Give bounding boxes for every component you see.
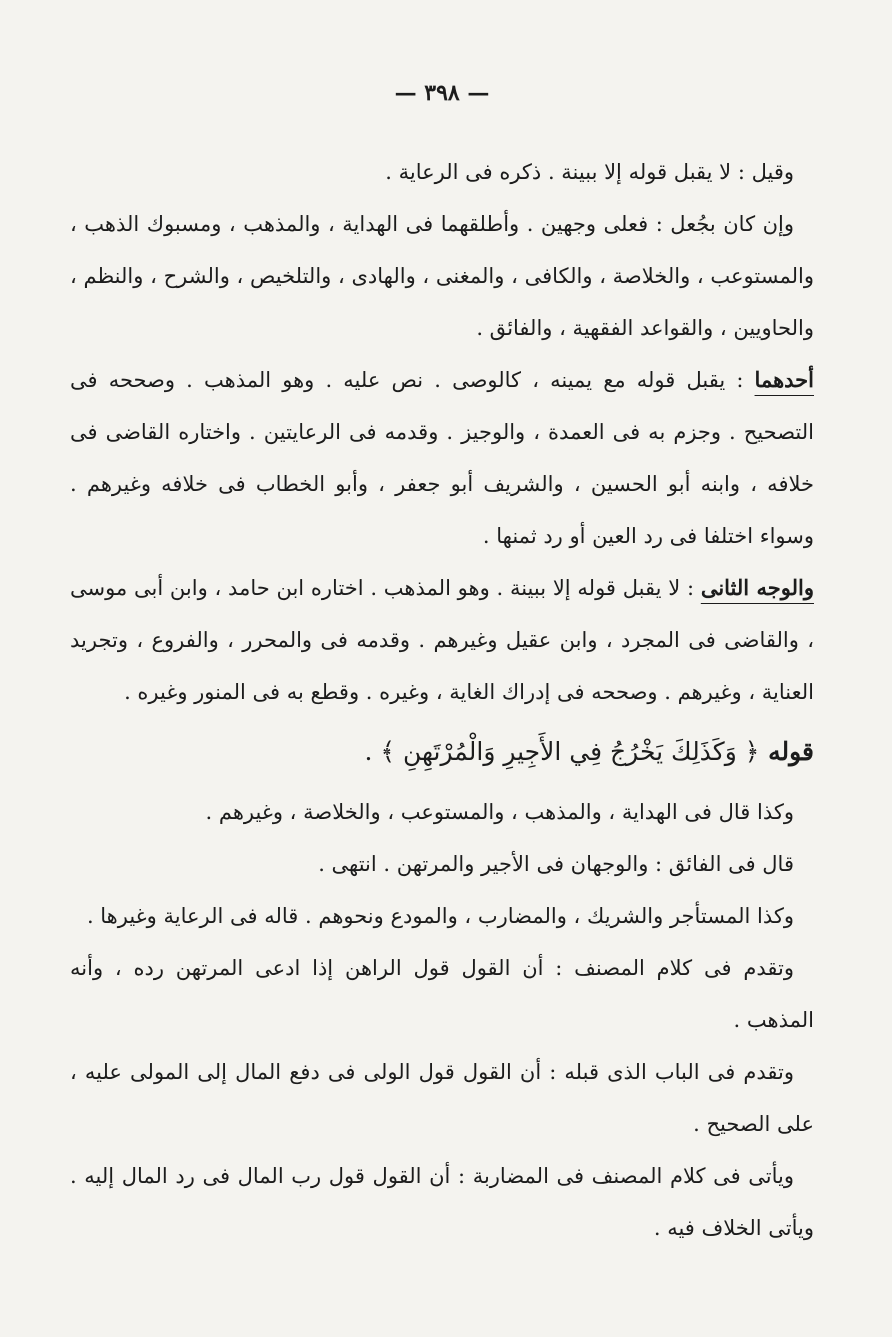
- page-number: — ٣٩٨ —: [394, 80, 490, 106]
- quote-label: قوله: [768, 737, 814, 766]
- paragraph: وتقدم فى كلام المصنف : أن القول قول الراهن إذا ادعى المرتهن رده ، وأنه المذهب .: [70, 956, 814, 1032]
- body-text: [70, 146, 814, 1254]
- paragraph: وكذا المستأجر والشريك ، والمضارب ، والمودع ونحوهم . قاله فى الرعاية وغيرها .: [86, 904, 794, 928]
- quote-verse: ﴿ وَكَذَلِكَ يَخْرُجُ فِي الأَجِيرِ وَالْمُرْتَهِنِ ﴾ .: [364, 737, 760, 766]
- paragraph-lead: والوجه الثانى: [700, 575, 814, 600]
- paragraph: ويأتى فى كلام المصنف فى المضاربة : أن القول قول رب المال فى رد المال إليه . ويأتى الخلاف فيه .: [70, 1164, 814, 1240]
- quoted-heading: [70, 722, 814, 782]
- paragraph-lead: أحدهما: [754, 367, 814, 392]
- paragraph: وإن كان بجُعل : فعلى وجهين . وأطلقهما فى الهداية ، والمذهب ، ومسبوك الذهب ، والمستوعب ، والخلاصة ، والكافى ، والمغنى ، والهادى ، والتلخيص ، والشرح ، والنظم ، والحاويين ، والقواعد الفقهية ، والفائق .: [70, 212, 814, 340]
- paragraph: [70, 562, 814, 718]
- paragraph: وقيل : لا يقبل قوله إلا ببينة . ذكره فى الرعاية .: [385, 160, 794, 184]
- paragraph-text: : لا يقبل قوله إلا ببينة . وهو المذهب . اختاره ابن حامد ، وابن أبى موسى ، والقاضى فى المجرد ، وابن عقيل وغيرهم . وقدمه فى والمحرر ، والفروع ، وتجريد العناية ، وغيرهم . وصححه فى إدراك الغاية ، وغيره . وقطع به فى المنور وغيره .: [70, 576, 814, 704]
- paragraph: [70, 354, 814, 562]
- paragraph: وتقدم فى الباب الذى قبله : أن القول قول الولى فى دفع المال إلى المولى عليه ، على الصحيح .: [70, 1060, 814, 1136]
- paragraph: وكذا قال فى الهداية ، والمذهب ، والمستوعب ، والخلاصة ، وغيرهم .: [205, 800, 794, 824]
- paragraph: قال فى الفائق : والوجهان فى الأجير والمرتهن . انتهى .: [318, 852, 794, 876]
- paragraph-text: : يقبل قوله مع يمينه ، كالوصى . نص عليه . وهو المذهب . وصححه فى التصحيح . وجزم به فى العمدة ، والوجيز . وقدمه فى الرعايتين . واختاره القاضى فى خلافه ، وابنه أبو الحسين ، والشريف أبو جعفر ، وأبو الخطاب فى خلافه وغيرهم . وسواء اختلفا فى رد العين أو رد ثمنها .: [70, 368, 814, 548]
